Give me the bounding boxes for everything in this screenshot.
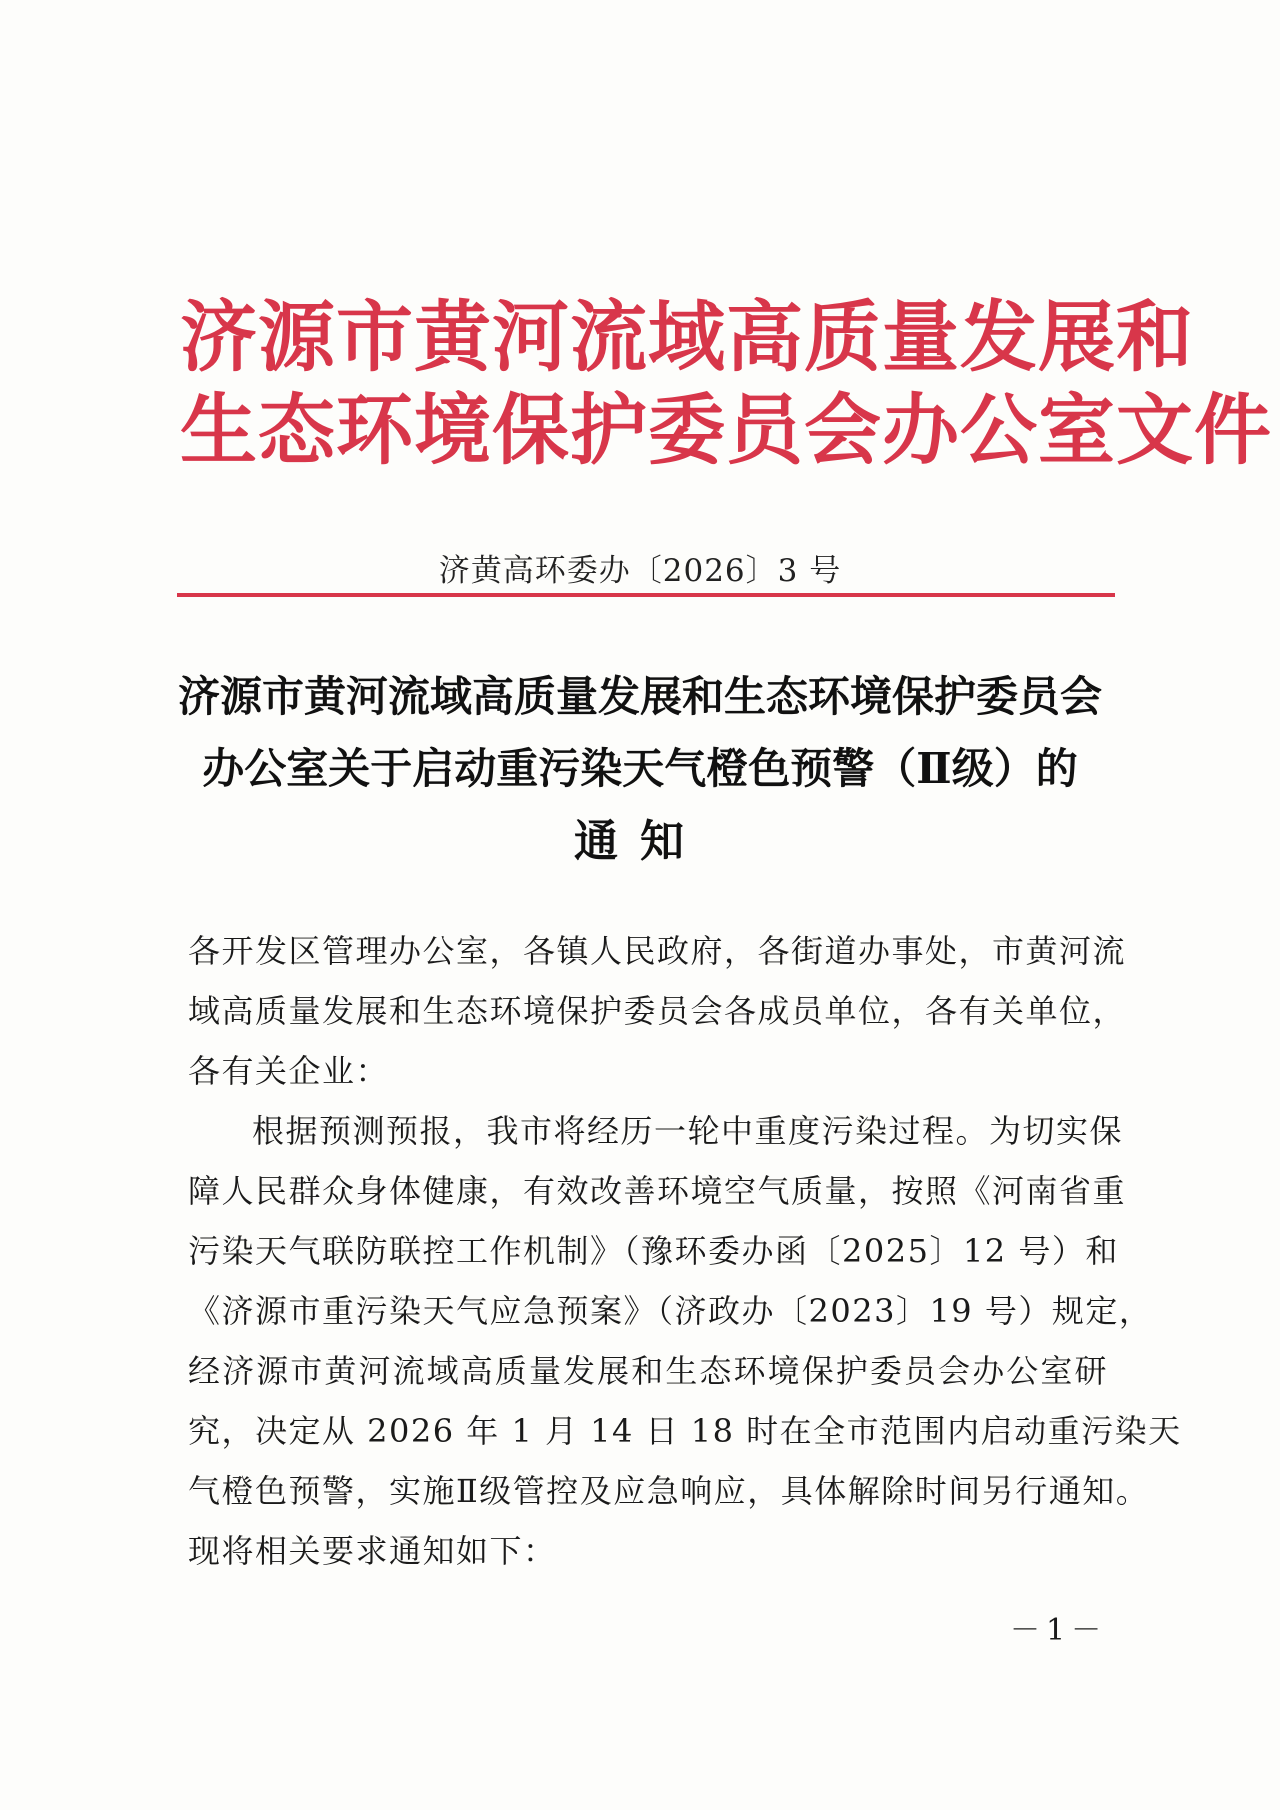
document-title-line1: 济源市黄河流域高质量发展和生态环境保护委员会 bbox=[177, 672, 1102, 721]
body-line-8: 经济源市黄河流域高质量发展和生态环境保护委员会办公室研 bbox=[188, 1352, 1108, 1390]
document-number: 济黄高环委办〔2026〕3 号 bbox=[438, 553, 842, 589]
body-line-3: 各有关企业： bbox=[188, 1052, 390, 1090]
document-title-line3: 通知 bbox=[574, 816, 706, 867]
page-number: －1－ bbox=[1010, 1613, 1108, 1648]
body-line-11: 现将相关要求通知如下： bbox=[188, 1532, 557, 1570]
document-title-line2: 办公室关于启动重污染天气橙色预警（Ⅱ级）的 bbox=[202, 744, 1078, 793]
body-line-4: 根据预测预报，我市将经历一轮中重度污染过程。为切实保 bbox=[252, 1112, 1124, 1150]
body-line-6: 污染天气联防联控工作机制》（豫环委办函〔2025〕12 号）和 bbox=[188, 1232, 1119, 1270]
red-separator-rule bbox=[177, 593, 1115, 597]
body-line-9: 究，决定从 2026 年 1 月 14 日 18 时在全市范围内启动重污染天 bbox=[188, 1412, 1182, 1450]
issuing-authority-header-line1: 济源市黄河流域高质量发展和 bbox=[180, 293, 1194, 383]
body-line-1: 各开发区管理办公室，各镇人民政府，各街道办事处，市黄河流 bbox=[188, 932, 1127, 970]
body-line-5: 障人民群众身体健康，有效改善环境空气质量，按照《河南省重 bbox=[188, 1172, 1127, 1210]
body-line-7: 《济源市重污染天气应急预案》（济政办〔2023〕19 号）规定， bbox=[188, 1292, 1153, 1330]
issuing-authority-header-line2: 生态环境保护委员会办公室文件 bbox=[180, 386, 1272, 476]
body-line-2: 域高质量发展和生态环境保护委员会各成员单位，各有关单位， bbox=[188, 992, 1127, 1030]
body-line-10: 气橙色预警，实施Ⅱ级管控及应急响应，具体解除时间另行通知。 bbox=[188, 1472, 1150, 1510]
